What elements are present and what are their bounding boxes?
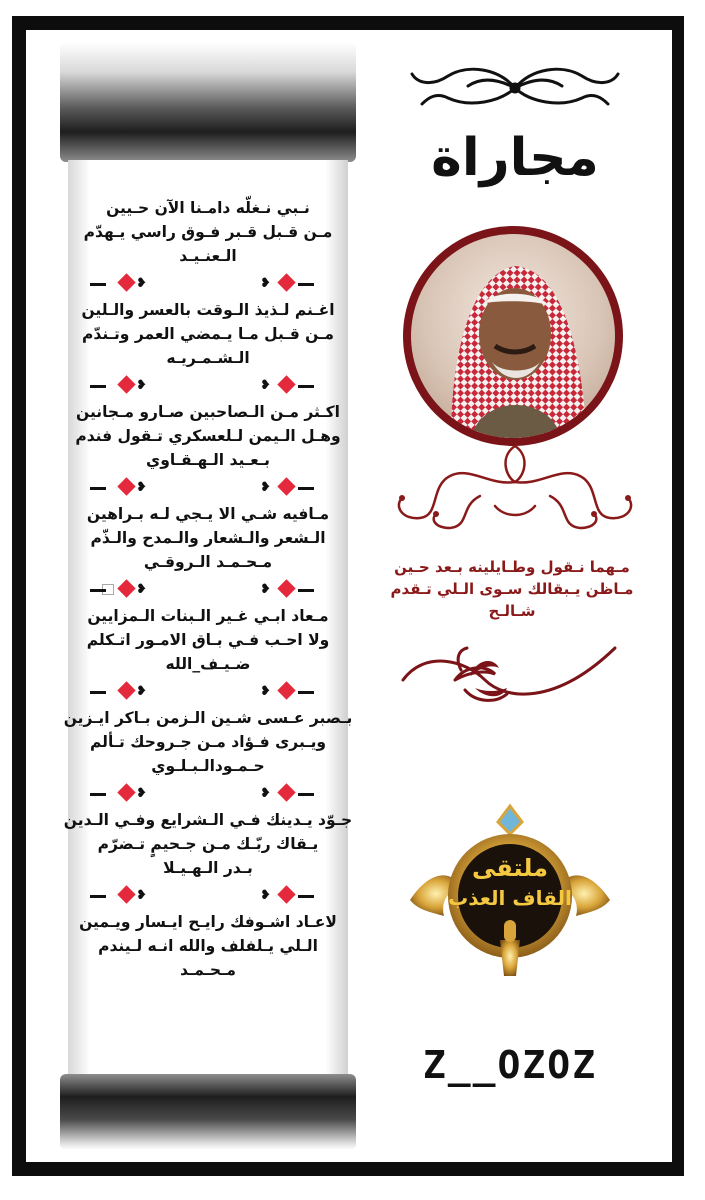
poet-name: الـعنـيـد bbox=[179, 247, 237, 265]
club-badge bbox=[400, 800, 620, 980]
quote-line-1: مـهما نـقول وطـايلينه بـعد حـين bbox=[394, 558, 630, 576]
diamond-icon bbox=[117, 885, 135, 903]
poem-line: ويـبرى فـؤاد مـن جـروحك تـألم bbox=[89, 733, 327, 751]
poet-name: مـحـمـد bbox=[179, 961, 236, 979]
diamond-icon bbox=[277, 783, 295, 801]
dash-icon bbox=[298, 283, 314, 286]
poem-stanza bbox=[62, 706, 354, 778]
diamond-icon bbox=[277, 477, 295, 495]
poem-stanza bbox=[62, 808, 354, 880]
diamond-divider bbox=[62, 782, 354, 806]
poem-line: الـشعر والـشعار والـمدح والـذّم bbox=[90, 529, 326, 547]
dash-icon bbox=[298, 793, 314, 796]
poem-line: مـافيه شـي الا يـجي لـه بـراهين bbox=[86, 505, 330, 523]
heart-arrow-icon: ❥ bbox=[136, 276, 147, 291]
poem-line: بـصبر عـسى شـين الـزمن بـاكر ايـزين bbox=[63, 709, 353, 727]
diamond-icon bbox=[117, 579, 135, 597]
page-title: مجاراة bbox=[431, 128, 599, 188]
poem-list bbox=[62, 196, 354, 982]
quote-line-2: مـاظن يـبقالك سـوى الـلي تـقدم bbox=[390, 580, 634, 598]
diamond-icon bbox=[117, 375, 135, 393]
quote-poet: شـالـح bbox=[488, 602, 536, 620]
poet-name: الـشـمـريـه bbox=[166, 349, 250, 367]
divider-tail-glyph: ⃞ bbox=[102, 583, 115, 597]
dash-icon bbox=[90, 283, 106, 286]
diamond-icon bbox=[277, 375, 295, 393]
quote-block bbox=[372, 556, 652, 622]
flourish-ornament-icon bbox=[395, 640, 625, 720]
heart-arrow-icon: ❥ bbox=[136, 786, 147, 801]
diamond-divider bbox=[62, 272, 354, 296]
badge-line-1: ملتقى bbox=[471, 854, 548, 882]
diamond-icon bbox=[117, 273, 135, 291]
poem-line: مـعاد ابـي غـير الـبنات الـمزايين bbox=[87, 607, 329, 625]
poem-line: الـلي يـلفلف والله انـه لـيندم bbox=[98, 937, 318, 955]
poem-line: يـقاك ربّـك مـن جـحيمٍ تـضرّم bbox=[97, 835, 319, 853]
dash-icon bbox=[298, 487, 314, 490]
diamond-icon bbox=[277, 579, 295, 597]
heart-arrow-icon: ❥ bbox=[260, 480, 271, 495]
dash-icon bbox=[90, 487, 106, 490]
poet-name: ضـيـف_الله bbox=[165, 655, 251, 673]
poem-line: وهـل الـيمن لـلعسكري تـقول فندم bbox=[75, 427, 341, 445]
dash-icon bbox=[90, 793, 106, 796]
poem-stanza bbox=[62, 910, 354, 982]
heart-arrow-icon: ❥ bbox=[260, 276, 271, 291]
poem-line: اغـنم لـذيذ الـوقت بالعسر والـلين bbox=[81, 301, 335, 319]
dash-icon bbox=[298, 385, 314, 388]
heart-arrow-icon: ❥ bbox=[136, 378, 147, 393]
poem-line: مـن قـبل مـا يـمضي العمر وتـندّم bbox=[82, 325, 334, 343]
poem-line: جـوّد يـدينك فـي الـشرايع وفـي الـدين bbox=[63, 811, 353, 829]
poem-line: اكـثر مـن الـصاحبين صـارو مـجانين bbox=[76, 403, 340, 421]
diamond-divider bbox=[62, 884, 354, 908]
heart-arrow-icon: ❥ bbox=[260, 684, 271, 699]
heart-arrow-icon: ❥ bbox=[260, 786, 271, 801]
scroll-top-roll bbox=[60, 42, 356, 162]
diamond-divider bbox=[62, 578, 354, 602]
portrait-photo bbox=[411, 234, 615, 438]
diamond-icon bbox=[117, 681, 135, 699]
diamond-icon bbox=[277, 681, 295, 699]
heart-arrow-icon: ❥ bbox=[260, 582, 271, 597]
diamond-icon bbox=[117, 477, 135, 495]
dash-icon bbox=[90, 385, 106, 388]
heart-arrow-icon: ❥ bbox=[136, 684, 147, 699]
poem-stanza bbox=[62, 298, 354, 370]
diamond-icon bbox=[277, 885, 295, 903]
poem-stanza bbox=[62, 400, 354, 472]
dash-icon bbox=[298, 895, 314, 898]
diamond-icon bbox=[117, 783, 135, 801]
heart-arrow-icon: ❥ bbox=[260, 378, 271, 393]
portrait-frame bbox=[403, 226, 623, 446]
poem-stanza bbox=[62, 604, 354, 676]
heart-arrow-icon: ❥ bbox=[136, 480, 147, 495]
poem-stanza bbox=[62, 502, 354, 574]
poem-line: نـبي نـغلّه دامـنا الآن حـيين bbox=[106, 199, 310, 217]
poem-stanza bbox=[62, 196, 354, 268]
heart-arrow-icon: ❥ bbox=[136, 582, 147, 597]
heart-arrow-icon: ❥ bbox=[260, 888, 271, 903]
diamond-icon bbox=[277, 273, 295, 291]
signature: Z__OZOZ bbox=[422, 1043, 598, 1087]
dash-icon bbox=[298, 691, 314, 694]
diamond-divider bbox=[62, 374, 354, 398]
scroll-ornament-icon bbox=[380, 436, 650, 536]
heart-arrow-icon: ❥ bbox=[136, 888, 147, 903]
dash-icon bbox=[298, 589, 314, 592]
poet-name: بـدر الـهـيـلا bbox=[163, 859, 253, 877]
man-portrait-icon bbox=[411, 234, 615, 438]
top-ornament-icon bbox=[408, 58, 622, 114]
poem-line: لاعـاد اشـوفك رايـح ايـسار ويـمين bbox=[79, 913, 337, 931]
badge-line-2: القاف العذب bbox=[448, 886, 572, 910]
poet-name: حـمـودالـبـلـوي bbox=[151, 757, 265, 775]
diamond-divider bbox=[62, 476, 354, 500]
poet-name: بـعـيد الـهـقـاوي bbox=[146, 451, 270, 469]
poem-line: ولا احـب فـي بـاق الامـور اتـكلم bbox=[86, 631, 330, 649]
poem-line: مـن قـبل قـبر فـوق راسي يـهدّم bbox=[83, 223, 333, 241]
dash-icon bbox=[90, 691, 106, 694]
scroll-bottom-roll bbox=[60, 1074, 356, 1150]
diamond-divider bbox=[62, 680, 354, 704]
poet-name: مـحـمـد الـروقـي bbox=[143, 553, 273, 571]
dash-icon bbox=[90, 895, 106, 898]
